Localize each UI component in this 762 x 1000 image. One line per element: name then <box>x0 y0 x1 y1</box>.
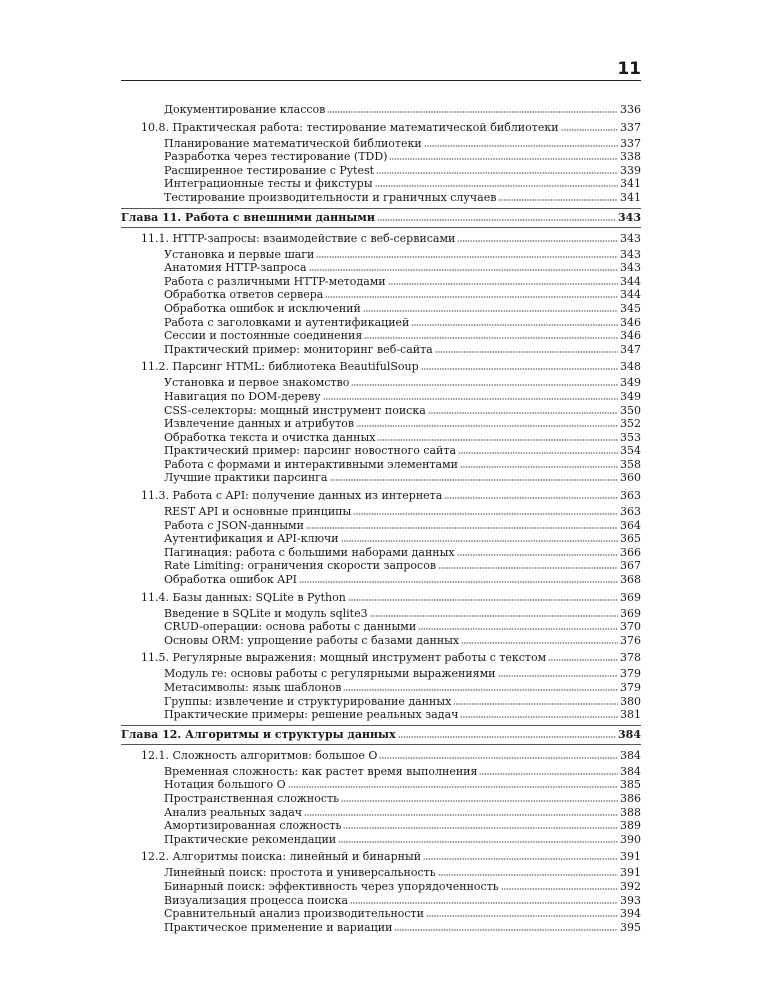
subsection-entry[interactable] <box>121 343 641 357</box>
entry-page-number: 395 <box>620 920 641 934</box>
entry-page-number: 346 <box>620 329 641 343</box>
dot-leader <box>501 881 618 890</box>
subsection-entry[interactable] <box>121 431 641 445</box>
entry-page-number: 339 <box>620 163 641 177</box>
dot-leader <box>341 533 618 542</box>
dot-leader <box>435 344 618 353</box>
dot-leader <box>453 696 618 705</box>
entry-title: Амортизированная сложность <box>164 819 342 833</box>
dot-leader <box>460 459 618 468</box>
entry-title: CRUD-операции: основа работы с данными <box>164 620 417 634</box>
entry-page-number: 344 <box>620 274 641 288</box>
subsection-entry[interactable] <box>121 819 641 833</box>
entry-title: Группы: извлечение и структурирование данных <box>164 694 452 708</box>
dot-leader <box>428 405 618 414</box>
entry-title: Интеграционные тесты и фикстуры <box>164 177 373 191</box>
dot-leader <box>498 668 619 677</box>
entry-page-number: 384 <box>618 727 641 741</box>
dot-leader <box>438 867 618 876</box>
entry-title: 11.4. Базы данных: SQLite в Python <box>141 590 346 604</box>
entry-page-number: 384 <box>620 764 641 778</box>
entry-page-number: 365 <box>620 532 641 546</box>
dot-leader <box>356 418 618 427</box>
dot-leader <box>364 330 618 339</box>
subsection-entry[interactable] <box>121 708 641 722</box>
entry-title: Аутентификация и API-ключи <box>164 532 339 546</box>
entry-page-number: 381 <box>620 708 641 722</box>
section-entry[interactable] <box>121 590 641 606</box>
entry-page-number: 370 <box>620 620 641 634</box>
entry-title: Практический пример: мониторинг веб-сайта <box>164 342 433 356</box>
dot-leader <box>460 709 618 718</box>
entry-page-number: 380 <box>620 694 641 708</box>
dot-leader <box>398 729 616 738</box>
dot-leader <box>461 635 618 644</box>
dot-leader <box>325 289 618 298</box>
dot-leader <box>330 472 619 481</box>
entry-page-number: 343 <box>620 261 641 275</box>
entry-page-number: 394 <box>620 907 641 921</box>
dot-leader <box>424 138 618 147</box>
dot-leader <box>423 851 618 860</box>
dot-leader <box>444 490 618 499</box>
subsection-entry[interactable] <box>121 695 641 709</box>
entry-title: Основы ORM: упрощение работы с базами данных <box>164 633 460 647</box>
dot-leader <box>299 574 618 583</box>
subsection-entry[interactable] <box>121 417 641 431</box>
entry-page-number: 379 <box>620 681 641 694</box>
subsection-entry[interactable] <box>121 620 641 634</box>
entry-title: Сессии и постоянные соединения <box>164 329 363 343</box>
entry-page-number: 345 <box>620 301 641 315</box>
entry-title: 11.5. Регулярные выражения: мощный инструмент работы с текстом <box>141 651 547 665</box>
subsection-entry[interactable] <box>121 765 641 779</box>
dot-leader <box>458 445 618 454</box>
dot-leader <box>343 820 618 829</box>
entry-page-number: 388 <box>620 805 641 819</box>
entry-page-number: 378 <box>620 651 641 665</box>
entry-title: Обработка ответов сервера <box>164 288 324 302</box>
dot-leader <box>375 178 618 187</box>
entry-title: Работа с заголовками и аутентификацией <box>164 315 410 329</box>
entry-title: REST API и основные принципы <box>164 505 352 519</box>
subsection-entry[interactable] <box>121 894 641 908</box>
entry-page-number: 343 <box>620 231 641 245</box>
subsection-entry[interactable] <box>121 681 641 695</box>
subsection-entry[interactable] <box>121 806 641 820</box>
dot-leader <box>350 895 618 904</box>
entry-title: Работа с формами и интерактивными элементами <box>164 457 459 471</box>
section-entry[interactable] <box>121 231 641 247</box>
entry-page-number: 392 <box>620 879 641 893</box>
section-entry[interactable] <box>121 488 641 504</box>
entry-page-number: 366 <box>620 545 641 559</box>
entry-page-number: 368 <box>620 573 641 587</box>
dot-leader <box>304 807 618 816</box>
section-entry[interactable] <box>121 748 641 764</box>
subsection-entry[interactable] <box>121 907 641 921</box>
subsection-entry[interactable] <box>121 302 641 316</box>
entry-page-number: 367 <box>620 559 641 573</box>
subsection-entry[interactable] <box>121 103 641 117</box>
dot-leader <box>348 592 618 601</box>
chapter-entry[interactable] <box>121 208 641 228</box>
section-entry[interactable] <box>121 849 641 865</box>
dot-leader <box>389 151 618 160</box>
entry-title: Обработка ошибок и исключений <box>164 301 361 315</box>
entry-title: Практический пример: парсинг новостного сайта <box>164 444 457 458</box>
dot-leader <box>338 834 618 843</box>
entry-title: Модуль re: основы работы с регулярными выражениями <box>164 667 496 681</box>
entry-page-number: 346 <box>620 315 641 329</box>
entry-title: Извлечение данных и атрибутов <box>164 417 355 431</box>
entry-title: Планирование математической библиотеки <box>164 136 422 150</box>
entry-title: 11.3. Работа с API: получение данных из интернета <box>141 489 443 503</box>
subsection-entry[interactable] <box>121 532 641 546</box>
dot-leader <box>376 165 618 174</box>
dot-leader <box>479 766 618 775</box>
dot-leader <box>323 391 618 400</box>
subsection-entry[interactable] <box>121 275 641 289</box>
subsection-entry[interactable] <box>121 316 641 330</box>
entry-title: Бинарный поиск: эффективность через упорядоченность <box>164 879 499 893</box>
subsection-entry[interactable] <box>121 880 641 894</box>
dot-leader <box>418 621 618 630</box>
dot-leader <box>426 908 618 917</box>
entry-page-number: 350 <box>620 403 641 417</box>
subsection-entry[interactable] <box>121 607 641 621</box>
entry-page-number: 391 <box>620 866 641 880</box>
subsection-entry[interactable] <box>121 573 641 587</box>
subsection-entry[interactable] <box>121 778 641 792</box>
section-entry[interactable] <box>121 120 641 136</box>
dot-leader <box>561 122 618 131</box>
entry-title: Пространственная сложность <box>164 791 340 805</box>
entry-title: Практические примеры: решение реальных задач <box>164 708 459 722</box>
entry-title: Введение в SQLite и модуль sqlite3 <box>164 606 368 620</box>
entry-page-number: 341 <box>620 177 641 191</box>
subsection-entry[interactable] <box>121 376 641 390</box>
dot-leader <box>548 652 618 661</box>
entry-page-number: 385 <box>620 778 641 792</box>
entry-page-number: 393 <box>620 893 641 907</box>
dot-leader <box>363 303 618 312</box>
entry-page-number: 386 <box>620 791 641 805</box>
entry-page-number: 364 <box>620 518 641 532</box>
entry-title: Установка и первые шаги <box>164 247 315 261</box>
entry-title: Работа с JSON-данными <box>164 518 304 532</box>
subsection-entry[interactable] <box>121 667 641 681</box>
subsection-entry[interactable] <box>121 248 641 262</box>
dot-leader <box>306 520 618 529</box>
entry-title: Документирование классов <box>164 103 326 116</box>
subsection-entry[interactable] <box>121 546 641 560</box>
dot-leader <box>457 547 618 556</box>
dot-leader <box>343 682 618 691</box>
subsection-entry[interactable] <box>121 866 641 880</box>
header-rule <box>121 80 641 81</box>
entry-page-number: 353 <box>620 430 641 444</box>
entry-page-number: 336 <box>620 103 641 116</box>
entry-page-number: 363 <box>620 489 641 503</box>
dot-leader <box>288 779 618 788</box>
dot-leader <box>351 377 618 386</box>
entry-title: Линейный поиск: простота и универсальность <box>164 866 436 880</box>
entry-title: 12.2. Алгоритмы поиска: линейный и бинарный <box>141 850 422 864</box>
entry-page-number: 343 <box>620 247 641 261</box>
dot-leader <box>394 922 618 931</box>
entry-title: Пагинация: работа с большими наборами данных <box>164 545 455 559</box>
entry-title: Анализ реальных задач <box>164 805 303 819</box>
entry-title: Навигация по DOM-дереву <box>164 389 321 403</box>
subsection-entry[interactable] <box>121 329 641 343</box>
subsection-entry[interactable] <box>121 921 641 935</box>
entry-page-number: 343 <box>618 210 641 224</box>
subsection-entry[interactable] <box>121 519 641 533</box>
page-number: 11 <box>617 59 641 79</box>
entry-title: CSS-селекторы: мощный инструмент поиска <box>164 403 426 417</box>
entry-page-number: 337 <box>620 136 641 150</box>
entry-page-number: 349 <box>620 376 641 390</box>
entry-page-number: 363 <box>620 505 641 519</box>
entry-title: Временная сложность: как растет время выполнения <box>164 764 478 778</box>
section-entry[interactable] <box>121 650 641 666</box>
dot-leader <box>498 192 618 201</box>
entry-page-number: 379 <box>620 667 641 681</box>
dot-leader <box>388 276 618 285</box>
subsection-entry[interactable] <box>121 191 641 205</box>
entry-page-number: 369 <box>620 606 641 620</box>
entry-page-number: 354 <box>620 444 641 458</box>
subsection-entry[interactable] <box>121 634 641 648</box>
entry-title: Глава 11. Работа с внешними данными <box>121 210 375 224</box>
entry-page-number: 337 <box>620 120 641 134</box>
entry-title: Сравнительный анализ производительности <box>164 907 424 921</box>
entry-title: Обработка текста и очистка данных <box>164 430 376 444</box>
dot-leader <box>370 608 618 617</box>
entry-page-number: 347 <box>620 342 641 356</box>
entry-page-number: 389 <box>620 819 641 833</box>
entry-title: 11.2. Парсинг HTML: библиотека BeautifulSoup <box>141 360 419 374</box>
chapter-entry[interactable] <box>121 725 641 745</box>
dot-leader <box>309 262 618 271</box>
entry-title: Метасимволы: язык шаблонов <box>164 681 342 694</box>
subsection-entry[interactable] <box>121 288 641 302</box>
subsection-entry[interactable] <box>121 390 641 404</box>
entry-page-number: 391 <box>620 850 641 864</box>
entry-title: Практическое применение и вариации <box>164 920 393 934</box>
dot-leader <box>341 793 618 802</box>
subsection-entry[interactable] <box>121 458 641 472</box>
entry-page-number: 344 <box>620 288 641 302</box>
dot-leader <box>353 506 618 515</box>
dot-leader <box>379 750 618 759</box>
dot-leader <box>316 249 618 258</box>
subsection-entry[interactable] <box>121 150 641 164</box>
subsection-entry[interactable] <box>121 471 641 485</box>
entry-page-number: 376 <box>620 633 641 647</box>
entry-title: Установка и первое знакомство <box>164 376 350 390</box>
entry-title: Практические рекомендации <box>164 832 337 846</box>
subsection-entry[interactable] <box>121 164 641 178</box>
entry-title: Тестирование производительности и граничных случаев <box>164 190 497 204</box>
dot-leader <box>457 233 618 242</box>
entry-title: Расширенное тестирование с Pytest <box>164 163 375 177</box>
subsection-entry[interactable] <box>121 404 641 418</box>
subsection-entry[interactable] <box>121 444 641 458</box>
subsection-entry[interactable] <box>121 505 641 519</box>
dot-leader <box>411 317 618 326</box>
subsection-entry[interactable] <box>121 792 641 806</box>
dot-leader <box>377 432 618 441</box>
dot-leader <box>377 212 616 221</box>
table-of-contents <box>121 103 641 934</box>
entry-page-number: 348 <box>620 360 641 374</box>
entry-page-number: 338 <box>620 150 641 164</box>
entry-title: Визуализация процесса поиска <box>164 893 348 907</box>
entry-title: Rate Limiting: ограничения скорости запросов <box>164 559 437 573</box>
entry-page-number: 360 <box>620 471 641 485</box>
subsection-entry[interactable] <box>121 833 641 847</box>
entry-page-number: 349 <box>620 389 641 403</box>
entry-page-number: 341 <box>620 190 641 204</box>
entry-title: 10.8. Практическая работа: тестирование математической библиотеки <box>141 120 559 134</box>
entry-title: 11.1. HTTP-запросы: взаимодействие с веб-сервисами <box>141 231 456 245</box>
entry-title: Обработка ошибок API <box>164 573 297 587</box>
entry-page-number: 352 <box>620 417 641 431</box>
subsection-entry[interactable] <box>121 137 641 151</box>
entry-title: Глава 12. Алгоритмы и структуры данных <box>121 727 396 741</box>
entry-title: Разработка через тестирование (TDD) <box>164 150 388 164</box>
entry-page-number: 390 <box>620 832 641 846</box>
entry-page-number: 369 <box>620 590 641 604</box>
entry-page-number: 384 <box>620 748 641 762</box>
entry-title: Работа с различными HTTP-методами <box>164 274 386 288</box>
section-entry[interactable] <box>121 359 641 375</box>
dot-leader <box>327 104 618 113</box>
subsection-entry[interactable] <box>121 261 641 275</box>
entry-title: Анатомия HTTP-запроса <box>164 261 307 275</box>
subsection-entry[interactable] <box>121 559 641 573</box>
dot-leader <box>421 361 618 370</box>
entry-title: Нотация большого O <box>164 778 286 792</box>
entry-title: Лучшие практики парсинга <box>164 471 328 485</box>
entry-title: 12.1. Сложность алгоритмов: большое O <box>141 748 378 762</box>
subsection-entry[interactable] <box>121 177 641 191</box>
entry-page-number: 358 <box>620 457 641 471</box>
dot-leader <box>438 560 618 569</box>
